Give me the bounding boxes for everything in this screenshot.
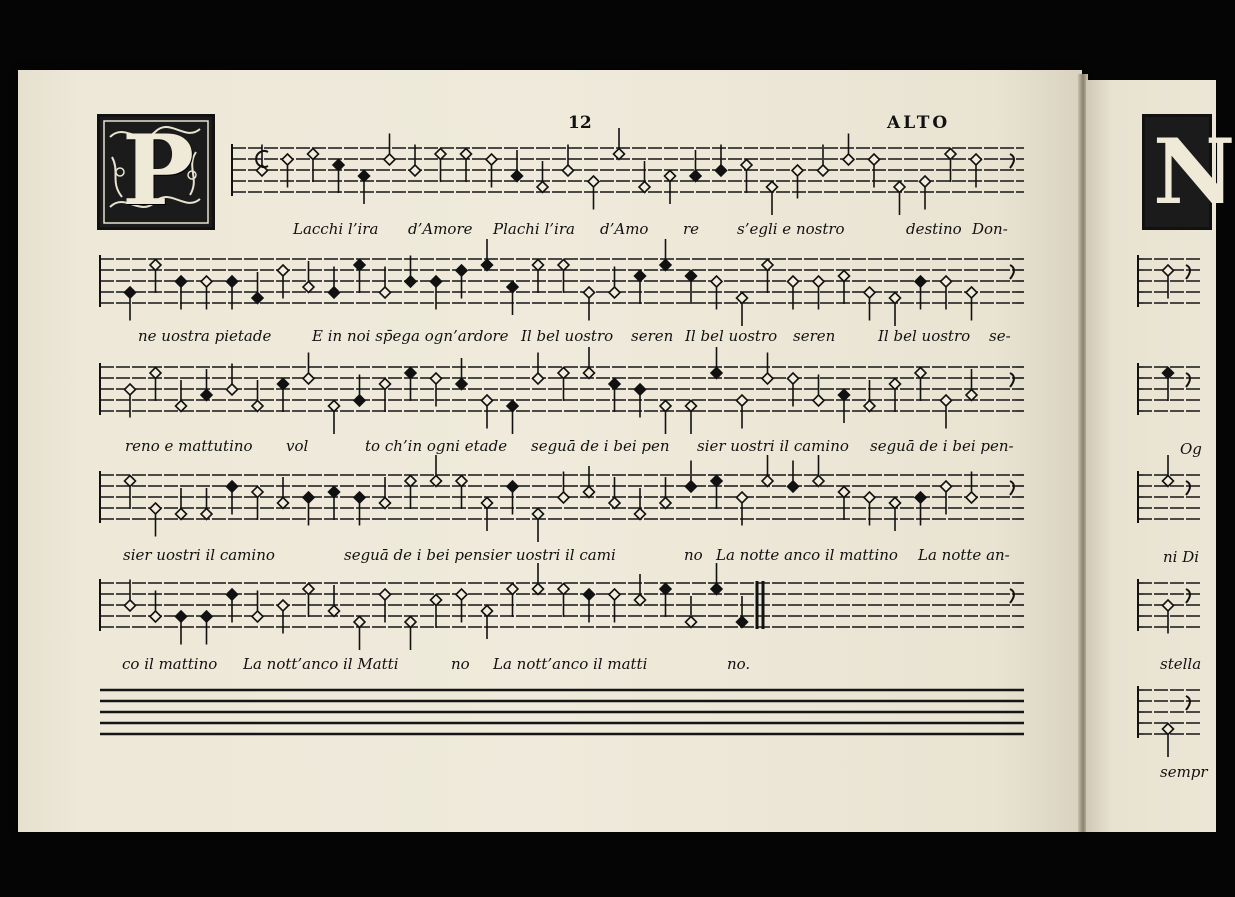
note-head: [558, 492, 569, 503]
note-head: [410, 165, 421, 176]
note-head: [966, 287, 977, 298]
note-head: [227, 481, 238, 492]
lyric-3-6: seguā de i bei pen-: [870, 437, 1014, 455]
note-head: [303, 492, 314, 503]
note-head: [533, 584, 544, 595]
note-head: [303, 282, 314, 293]
note-head: [278, 265, 289, 276]
note-head: [507, 401, 518, 412]
note-head: [966, 492, 977, 503]
note-head: [839, 487, 850, 498]
note-head: [252, 611, 263, 622]
note-head: [711, 276, 722, 287]
custos-mark: [1186, 696, 1190, 710]
note-head: [359, 171, 370, 182]
note-head: [762, 260, 773, 271]
note-head: [333, 160, 344, 171]
note-head: [813, 395, 824, 406]
lyric-1-2: d’Amore: [408, 220, 473, 238]
note-head: [431, 476, 442, 487]
note-head: [966, 390, 977, 401]
lyric-4-4: La notte anco il mattino: [716, 546, 898, 564]
note-head: [1163, 600, 1174, 611]
note-head: [660, 401, 671, 412]
note-head: [890, 293, 901, 304]
note-head: [737, 617, 748, 628]
note-head: [507, 282, 518, 293]
note-head: [686, 271, 697, 282]
note-head: [533, 260, 544, 271]
lyric-1-3: Plachi l’ira: [493, 220, 575, 238]
note-head: [737, 293, 748, 304]
note-head: [482, 498, 493, 509]
note-head: [869, 154, 880, 165]
note-head: [456, 379, 467, 390]
lyric-3-4: seguā de i bei pen: [531, 437, 670, 455]
note-head: [329, 401, 340, 412]
lyric-5-3: no: [451, 655, 470, 673]
note-head: [711, 584, 722, 595]
note-head: [813, 476, 824, 487]
note-head: [864, 401, 875, 412]
lyric-1-1: Lacchi l’ira: [293, 220, 379, 238]
note-head: [690, 171, 701, 182]
note-head: [788, 481, 799, 492]
note-head: [533, 373, 544, 384]
note-head: [252, 487, 263, 498]
note-head: [563, 165, 574, 176]
note-head: [971, 154, 982, 165]
note-head: [507, 584, 518, 595]
note-head: [741, 160, 752, 171]
note-head: [941, 276, 952, 287]
lyric-2-8: se-: [989, 327, 1011, 345]
custos-mark: [1010, 154, 1014, 168]
note-head: [405, 276, 416, 287]
note-head: [737, 395, 748, 406]
note-head: [609, 287, 620, 298]
page-number: 12: [568, 113, 592, 133]
note-head: [767, 182, 778, 193]
note-head: [788, 373, 799, 384]
note-head: [176, 611, 187, 622]
lyric-5-4: La nott’anco il matti: [493, 655, 648, 673]
custos-mark: [1010, 265, 1014, 279]
note-head: [665, 171, 676, 182]
lyric-4-2: seguā de i bei pensier uostri il cami: [344, 546, 616, 564]
note-head: [380, 589, 391, 600]
note-head: [890, 379, 901, 390]
note-head: [635, 271, 646, 282]
lyric-2-2: E in noi sp̄ega ogn’ardore: [312, 327, 509, 345]
lyric-1-6: s’egli e nostro: [737, 220, 845, 238]
note-head: [894, 182, 905, 193]
note-head: [915, 276, 926, 287]
custos-mark: [1186, 481, 1190, 495]
note-head: [788, 276, 799, 287]
note-head: [635, 595, 646, 606]
note-head: [176, 509, 187, 520]
lyric-2-6: seren: [793, 327, 836, 345]
note-head: [1163, 724, 1174, 735]
note-head: [252, 401, 263, 412]
note-head: [150, 368, 161, 379]
note-head: [227, 276, 238, 287]
note-head: [609, 379, 620, 390]
lyric-1-4: d’Amo: [600, 220, 649, 238]
note-head: [380, 287, 391, 298]
note-head: [843, 154, 854, 165]
note-head: [639, 182, 650, 193]
note-head: [660, 260, 671, 271]
note-head: [945, 149, 956, 160]
lyric-4-5: La notte an-: [918, 546, 1010, 564]
note-head: [431, 595, 442, 606]
note-head: [584, 487, 595, 498]
note-head: [660, 498, 671, 509]
note-head: [150, 503, 161, 514]
note-head: [1163, 265, 1174, 276]
note-head: [431, 276, 442, 287]
note-head: [227, 384, 238, 395]
next-page-lyric-3: stella: [1160, 655, 1202, 673]
note-head: [150, 260, 161, 271]
note-head: [354, 617, 365, 628]
note-head: [380, 379, 391, 390]
note-head: [380, 498, 391, 509]
note-head: [482, 260, 493, 271]
note-head: [308, 149, 319, 160]
note-head: [303, 373, 314, 384]
note-head: [686, 481, 697, 492]
next-page-lyric-2: ni Di: [1163, 548, 1200, 566]
custos-mark: [1010, 481, 1014, 495]
note-head: [435, 149, 446, 160]
lyric-1-5: re: [683, 220, 700, 238]
lyric-4-1: sier uostri il camino: [123, 546, 275, 564]
note-head: [201, 276, 212, 287]
note-head: [635, 384, 646, 395]
note-head: [716, 165, 727, 176]
lyric-2-1: ne uostra pietade: [138, 327, 272, 345]
note-head: [486, 154, 497, 165]
note-head: [584, 589, 595, 600]
note-head: [176, 401, 187, 412]
note-head: [125, 476, 136, 487]
note-head: [588, 176, 599, 187]
lyric-3-1: reno e mattutino: [125, 437, 253, 455]
note-head: [1163, 476, 1174, 487]
note-head: [354, 260, 365, 271]
lyric-5-2: La nott’anco il Matti: [243, 655, 399, 673]
note-head: [329, 487, 340, 498]
lyric-5-1: co il mattino: [122, 655, 218, 673]
note-head: [278, 498, 289, 509]
note-head: [737, 492, 748, 503]
note-head: [792, 165, 803, 176]
note-head: [864, 287, 875, 298]
custos-mark: [1010, 373, 1014, 387]
note-head: [839, 390, 850, 401]
note-head: [920, 176, 931, 187]
note-head: [915, 368, 926, 379]
lyric-2-4: seren: [631, 327, 674, 345]
note-head: [635, 509, 646, 520]
lyric-3-5: sier uostri il camino: [697, 437, 849, 455]
note-head: [456, 265, 467, 276]
note-head: [660, 584, 671, 595]
lyric-2-7: Il bel uostro: [878, 327, 971, 345]
custos-mark: [1186, 265, 1190, 279]
note-head: [405, 368, 416, 379]
lyric-3-3: to ch’in ogni etade: [365, 437, 508, 455]
note-head: [558, 260, 569, 271]
next-initial-letter: N: [1153, 119, 1235, 225]
note-head: [303, 584, 314, 595]
note-head: [686, 401, 697, 412]
note-head: [354, 492, 365, 503]
note-head: [201, 509, 212, 520]
note-head: [839, 271, 850, 282]
note-head: [482, 395, 493, 406]
note-head: [584, 287, 595, 298]
note-head: [405, 476, 416, 487]
note-head: [329, 606, 340, 617]
lyric-2-5: Il bel uostro: [685, 327, 778, 345]
note-head: [125, 384, 136, 395]
note-head: [354, 395, 365, 406]
note-head: [405, 617, 416, 628]
note-head: [711, 368, 722, 379]
note-head: [614, 149, 625, 160]
note-head: [150, 611, 161, 622]
note-head: [512, 171, 523, 182]
note-head: [584, 368, 595, 379]
note-head: [227, 589, 238, 600]
note-head: [456, 476, 467, 487]
note-head: [711, 476, 722, 487]
note-head: [278, 600, 289, 611]
note-head: [482, 606, 493, 617]
lyric-5-5: no.: [727, 655, 751, 673]
lyric-2-3: Il bel uostro: [521, 327, 614, 345]
custos-mark: [1186, 373, 1190, 387]
note-head: [201, 611, 212, 622]
note-head: [329, 287, 340, 298]
note-head: [125, 287, 136, 298]
note-head: [813, 276, 824, 287]
custos-mark: [1010, 589, 1014, 603]
note-head: [558, 368, 569, 379]
note-head: [278, 379, 289, 390]
note-head: [431, 373, 442, 384]
note-head: [915, 492, 926, 503]
lyric-3-2: vol: [286, 437, 309, 455]
note-head: [609, 498, 620, 509]
note-head: [252, 293, 263, 304]
note-head: [282, 154, 293, 165]
note-head: [686, 617, 697, 628]
note-head: [609, 589, 620, 600]
note-head: [558, 584, 569, 595]
note-head: [176, 276, 187, 287]
voice-part-heading: ALTO: [887, 113, 951, 133]
lyric-1-8: Don-: [972, 220, 1008, 238]
lyric-1-7: destino: [906, 220, 962, 238]
note-head: [941, 395, 952, 406]
lyric-4-3: no: [684, 546, 703, 564]
note-head: [201, 390, 212, 401]
next-page-lyric-1: Og: [1180, 440, 1202, 458]
note-head: [507, 481, 518, 492]
note-head: [1163, 368, 1174, 379]
note-head: [461, 149, 472, 160]
note-head: [818, 165, 829, 176]
initial-letter: P: [122, 114, 195, 227]
note-head: [456, 589, 467, 600]
note-head: [533, 509, 544, 520]
note-head: [890, 498, 901, 509]
note-head: [762, 476, 773, 487]
custos-mark: [1186, 589, 1190, 603]
note-head: [864, 492, 875, 503]
note-head: [125, 600, 136, 611]
note-head: [762, 373, 773, 384]
note-head: [941, 481, 952, 492]
next-page-lyric-4: sempr: [1160, 763, 1208, 781]
note-head: [537, 182, 548, 193]
note-head: [384, 154, 395, 165]
